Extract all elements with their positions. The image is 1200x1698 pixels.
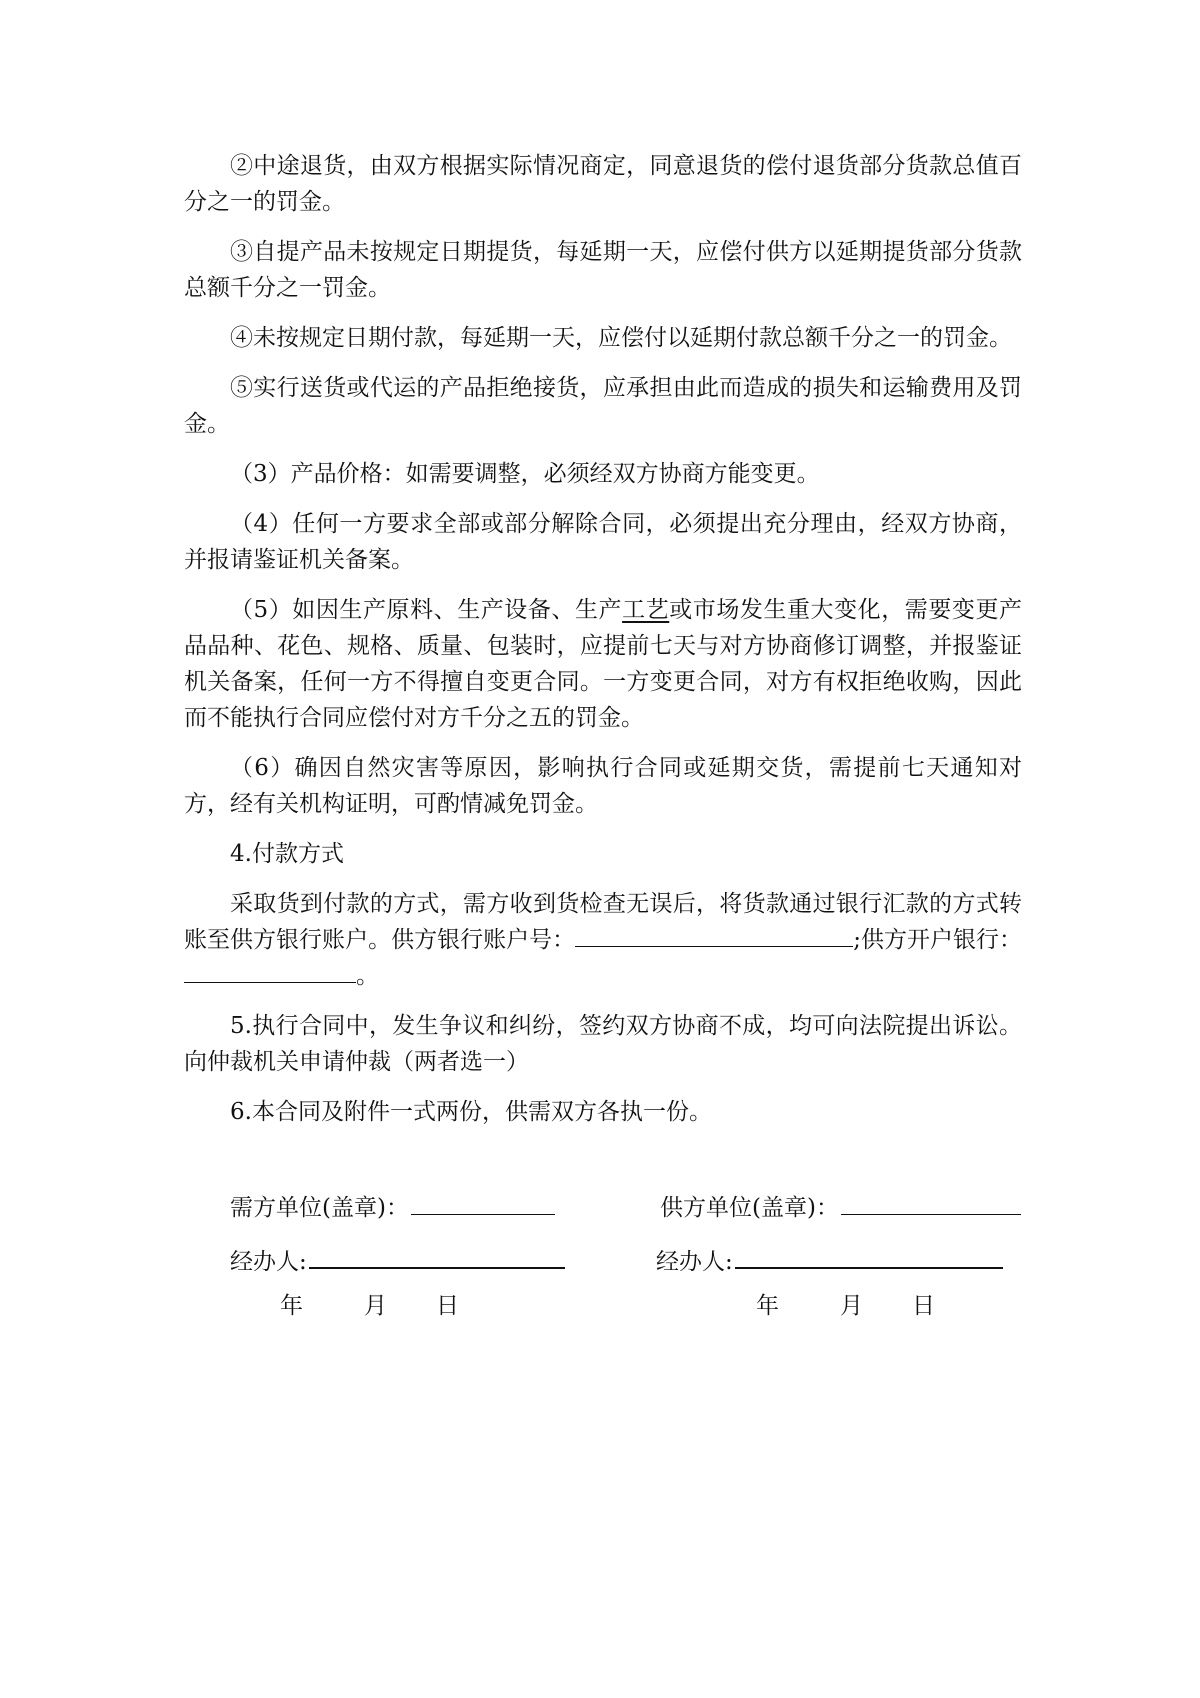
clause-return-midway: ②中途退货，由双方根据实际情况商定，同意退货的偿付退货部分货款总值百分之一的罚金。: [184, 153, 1022, 215]
buyer-agent-line: [230, 1243, 565, 1278]
buyer-date-line: [280, 1290, 459, 1322]
contract-body: [184, 148, 1022, 1144]
bank-account-blank[interactable]: [575, 922, 853, 947]
clause-late-pickup: ③自提产品未按规定日期提货，每延期一天，应偿付供方以延期提货部分货款总额千分之一罚金。: [184, 239, 1022, 301]
seller-unit-label: 供方单位(盖章)：: [660, 1195, 839, 1221]
seller-unit-line: [660, 1190, 1021, 1224]
buyer-unit-blank[interactable]: [411, 1190, 555, 1215]
payment-text-b: ;供方开户银行：: [853, 927, 1023, 953]
buyer-unit-label: 需方单位(盖章)：: [230, 1195, 409, 1221]
clause-change-text-a: （5）如因生产原料、生产设备、生产: [230, 597, 623, 623]
payment-text-a: 采取货到付款的方式，需方收到货检查无误后，将货款通过银行汇款的方式转账至供方银行账户。供方银行账户号：: [184, 891, 1022, 953]
seller-date-year: 年: [756, 1293, 779, 1319]
seller-date-line: [756, 1290, 935, 1322]
seller-agent-blank[interactable]: [735, 1243, 1003, 1269]
seller-agent-line: [656, 1243, 1003, 1278]
buyer-agent-label: 经办人:: [230, 1249, 307, 1275]
clause-terminate-contract: （4）任何一方要求全部或部分解除合同，必须提出充分理由，经双方协商，并报请鉴证机关备案。: [184, 511, 1022, 573]
clause-change-underlined-term: 工艺: [622, 597, 670, 623]
clause-dispute: 5.执行合同中，发生争议和纠纷，签约双方协商不成，均可向法院提出诉讼。向仲裁机关申请仲裁（两者选一）: [184, 1013, 1022, 1075]
clause-product-price: （3）产品价格：如需要调整，必须经双方协商方能变更。: [230, 461, 820, 487]
clause-late-payment: ④未按规定日期付款，每延期一天，应偿付以延期付款总额千分之一的罚金。: [230, 325, 1012, 351]
buyer-date-month: 月: [364, 1293, 387, 1319]
seller-date-day: 日: [912, 1293, 935, 1319]
seller-agent-label: 经办人:: [656, 1249, 733, 1275]
payment-text-c: 。: [356, 963, 379, 989]
buyer-unit-line: [230, 1190, 555, 1224]
buyer-date-year: 年: [280, 1293, 303, 1319]
bank-name-blank[interactable]: [184, 958, 356, 983]
clause-payment-method: [184, 886, 1022, 994]
clause-force-majeure: （6）确因自然灾害等原因，影响执行合同或延期交货，需提前七天通知对方，经有关机构证明，可酌情减免罚金。: [184, 755, 1022, 817]
seller-unit-blank[interactable]: [841, 1190, 1021, 1215]
buyer-agent-blank[interactable]: [309, 1243, 565, 1269]
clause-copies: 6.本合同及附件一式两份，供需双方各执一份。: [230, 1099, 712, 1125]
clause-change-contract: [184, 592, 1022, 736]
section-payment-heading: 4.付款方式: [230, 841, 344, 867]
clause-refuse-delivery: ⑤实行送货或代运的产品拒绝接货，应承担由此而造成的损失和运输费用及罚金。: [184, 375, 1022, 437]
seller-date-month: 月: [840, 1293, 863, 1319]
buyer-date-day: 日: [436, 1293, 459, 1319]
clause-change-text-c: 或市场发生重大变化，需要变更产品品种、花色、规格、质量、包装时，应提前七天与对方协商修订调整，并报鉴证机关备案，任何一方不得擅自变更合同。一方变更合同，对方有权拒绝收购，因此而不能执行合同应偿付对方千分之五的罚金。: [184, 597, 1023, 731]
